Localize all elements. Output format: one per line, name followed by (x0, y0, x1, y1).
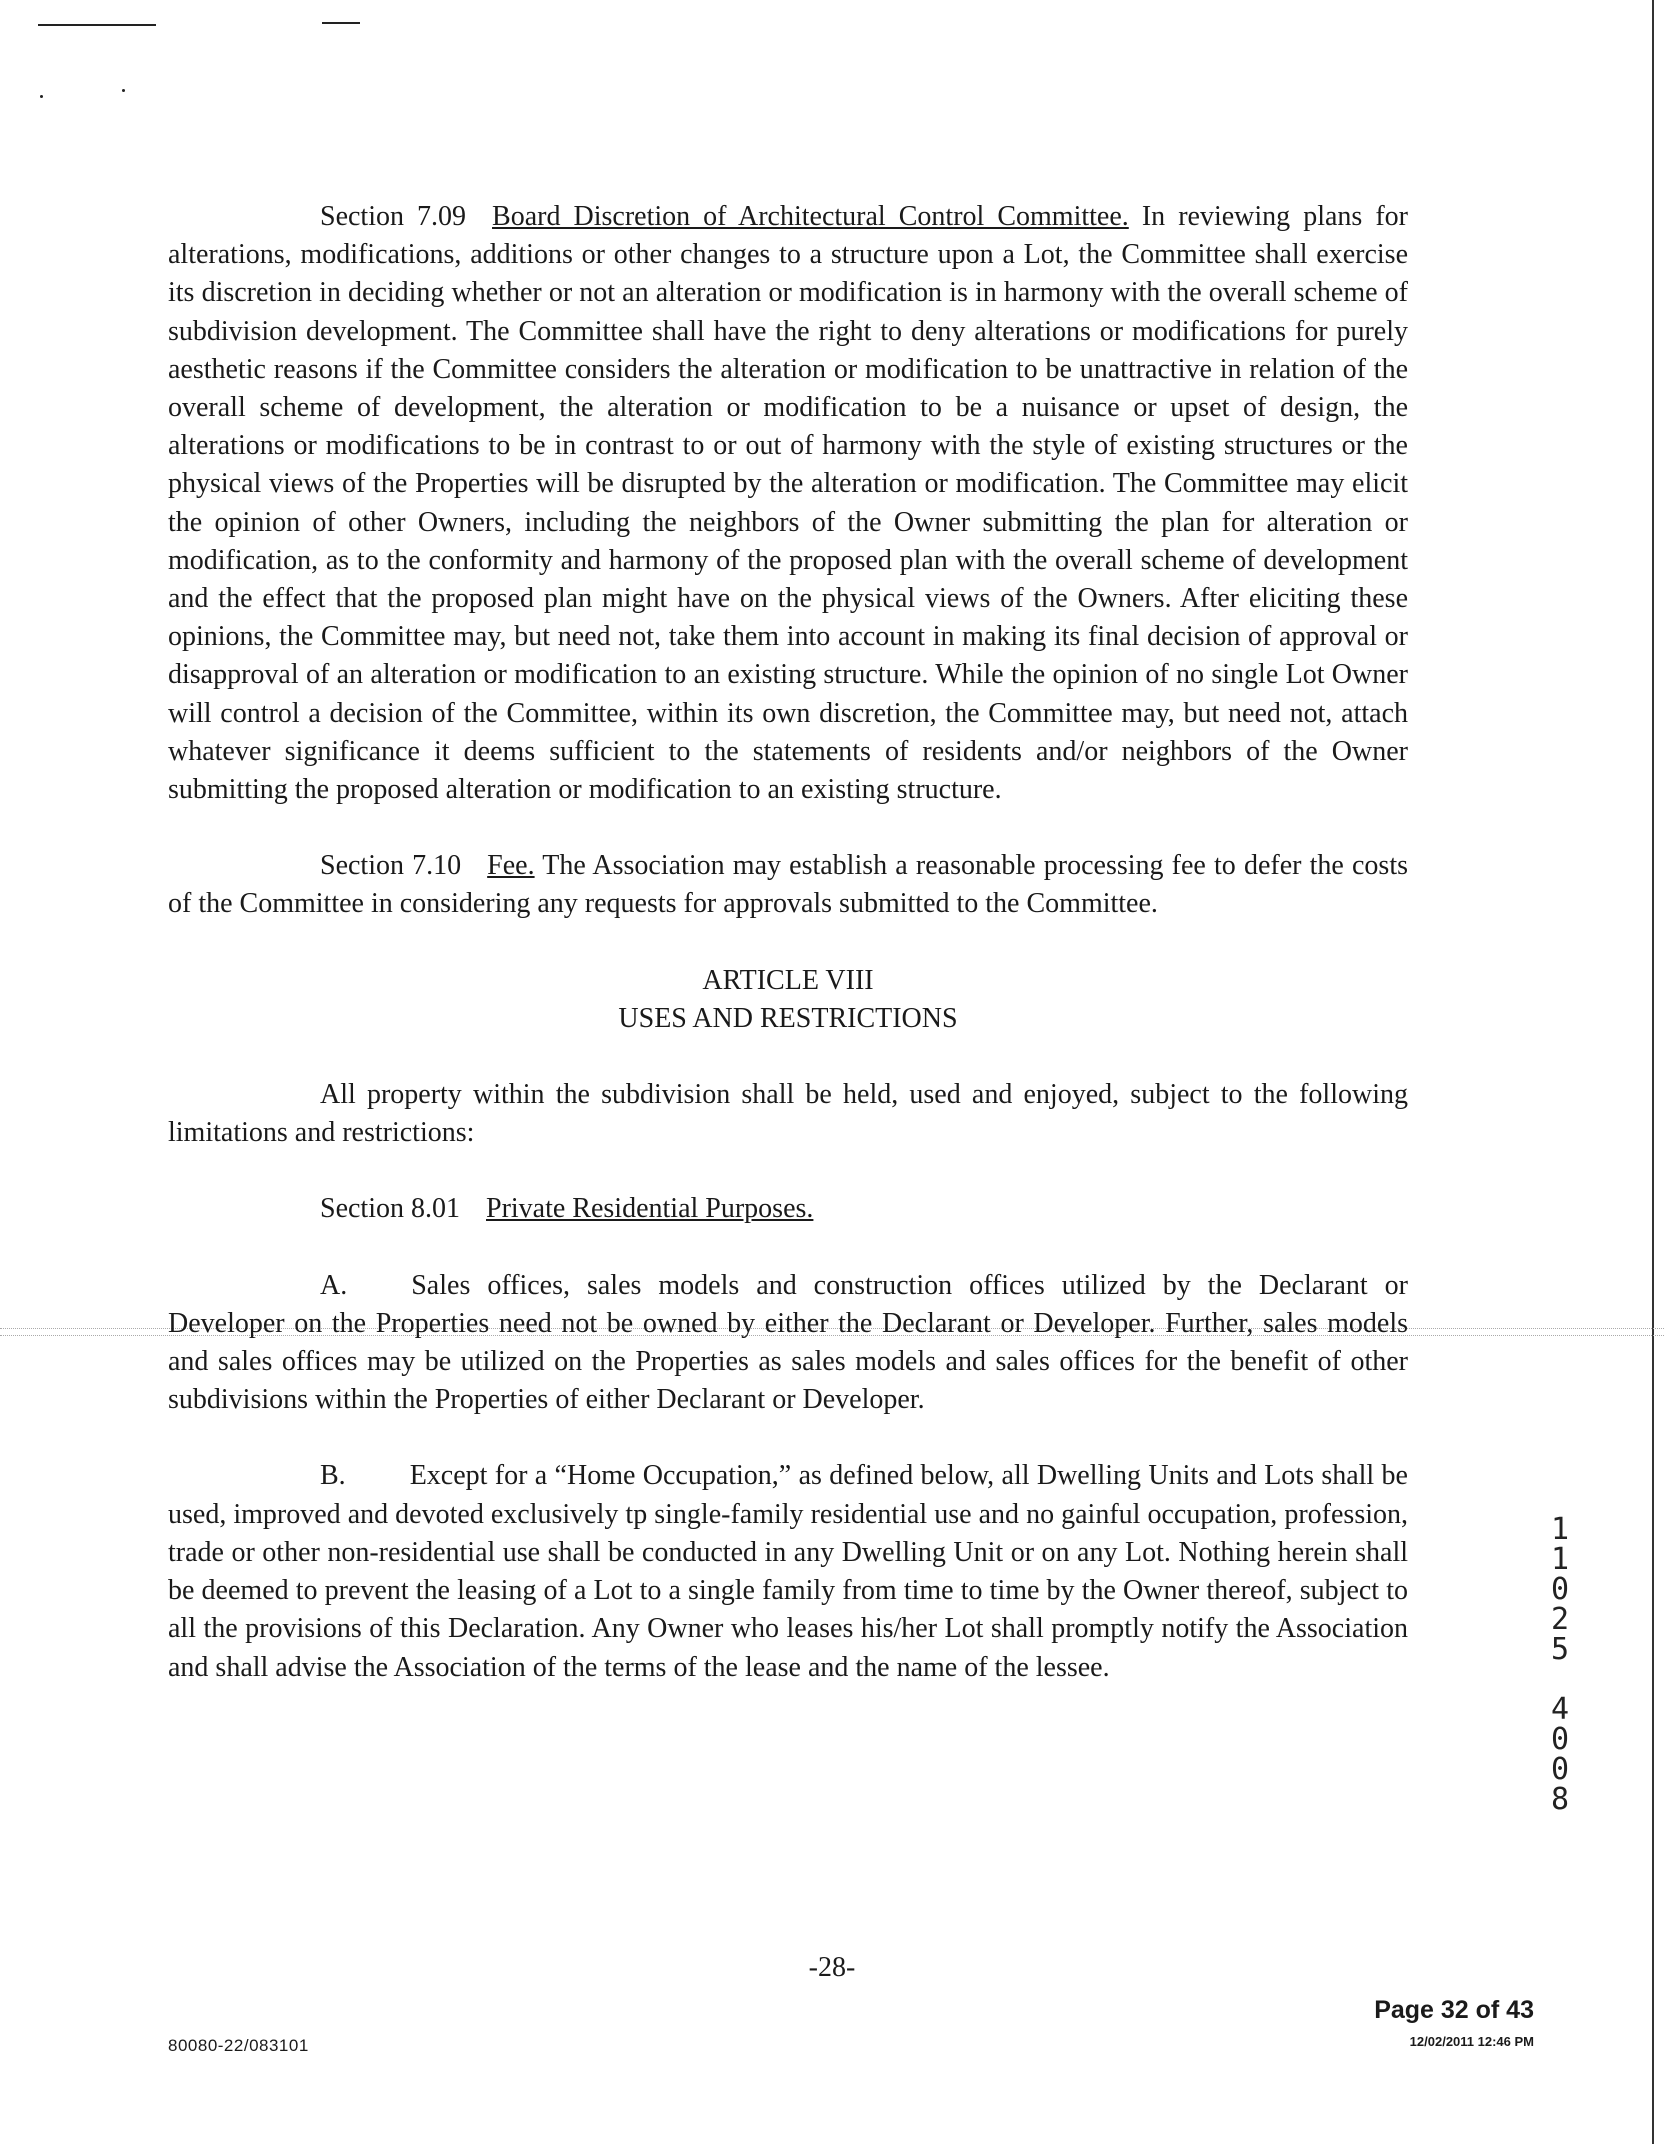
scan-mark (322, 22, 360, 24)
page-edge (1652, 0, 1654, 2144)
section-label: Section 8.01 (320, 1193, 460, 1225)
side-digit: 4 (1550, 1692, 1570, 1727)
side-digit: 1 (1550, 1542, 1570, 1577)
scan-dot (40, 95, 43, 98)
section-label: Section 7.10 (320, 850, 462, 882)
side-digit (1545, 1665, 1575, 1695)
side-digit: 2 (1550, 1602, 1570, 1637)
article-number: ARTICLE VIII (702, 964, 874, 996)
article-title: USES AND RESTRICTIONS (618, 1002, 958, 1034)
side-digit: 1 (1550, 1512, 1570, 1547)
section-title: Fee. (487, 850, 535, 882)
section-7-10 (168, 847, 1408, 923)
side-digit: 8 (1550, 1782, 1570, 1817)
document-body (168, 198, 1408, 1687)
item-body: Sales offices, sales models and construction offices utilized by the Declarant or Developer on the Properties need not be owned by either the Declarant or Developer. Further, sales models and sales offices may be utilized on the Properties as sales models and sales offices for the benefit of other subdivisions within the Properties of either Declarant or Developer. (168, 1269, 1408, 1416)
section-7-09 (168, 198, 1408, 809)
section-8-01 (168, 1190, 1408, 1228)
section-body: The Association may establish a reasonable processing fee to defer the costs of the Committee in considering any requests for approvals submitted to the Committee. (168, 850, 1408, 920)
item-a (168, 1267, 1408, 1420)
side-digit: 0 (1550, 1722, 1570, 1757)
page-number: -28- (808, 1952, 856, 1983)
scan-mark (38, 24, 156, 26)
section-label: Section 7.09 (320, 201, 467, 232)
item-marker: B. (320, 1460, 346, 1492)
item-b (168, 1457, 1408, 1686)
vertical-recording-number (1545, 1512, 1575, 1817)
timestamp: 12/02/2011 12:46 PM (1409, 2034, 1534, 2049)
section-title: Board Discretion of Architectural Control Committee. (492, 201, 1129, 232)
item-marker: A. (320, 1269, 348, 1301)
section-title: Private Residential Purposes. (486, 1193, 814, 1225)
document-id: 80080-22/083101 (168, 2036, 309, 2055)
scan-dot (122, 89, 125, 92)
article-intro: All property within the subdivision shall be held, used and enjoyed, subject to the following limitations and restrictions: (168, 1079, 1408, 1149)
section-body: In reviewing plans for alterations, modifications, additions or other changes to a structure upon a Lot, the Committee shall exercise its discretion in deciding whether or not an alteration or modification is in harmony with the overall scheme of subdivision development. The Committee shall have the right to deny alterations or modifications for purely aesthetic reasons if the Committee considers the alteration or modification to be unattractive in relation of the overall scheme of development, the alteration or modification to be a nuisance or upset of design, the alterations or modifications to be in contrast to or out of harmony with the style of existing structures or the physical views of the Properties will be disrupted by the alteration or modification. The Committee may elicit the opinion of other Owners, including the neighbors of the Owner submitting the plan for alteration or modification, as to the conformity and harmony of the proposed plan with the overall scheme of development and the effect that the proposed plan might have on the physical views of the Owners. After eliciting these opinions, the Committee may, but need not, take them into account in making its final decision of approval or disapproval of an alteration or modification to an existing structure. While the opinion of no single Lot Owner will control a decision of the Committee, within its own discretion, the Committee may, but need not, attach whatever significance it deems sufficient to the statements of residents and/or neighbors of the Owner submitting the proposed alteration or modification to an existing structure. (168, 201, 1408, 806)
side-digit: 0 (1550, 1572, 1570, 1607)
side-digit: 0 (1550, 1752, 1570, 1787)
item-body: Except for a “Home Occupation,” as defined below, all Dwelling Units and Lots shall be used, improved and devoted exclusively tp single-family residential use and no gainful occupation, profession, trade or other non-residential use shall be conducted in any Dwelling Unit or on any Lot. Nothing herein shall be deemed to prevent the leasing of a Lot to a single family from time to time by the Owner thereof, subject to all the provisions of this Declaration. Any Owner who leases his/her Lot shall promptly notify the Association and shall advise the Association of the terms of the lease and the name of the lessee. (168, 1460, 1408, 1683)
side-digit: 5 (1550, 1632, 1570, 1667)
page-of-total: Page 32 of 43 (1374, 1996, 1534, 2024)
